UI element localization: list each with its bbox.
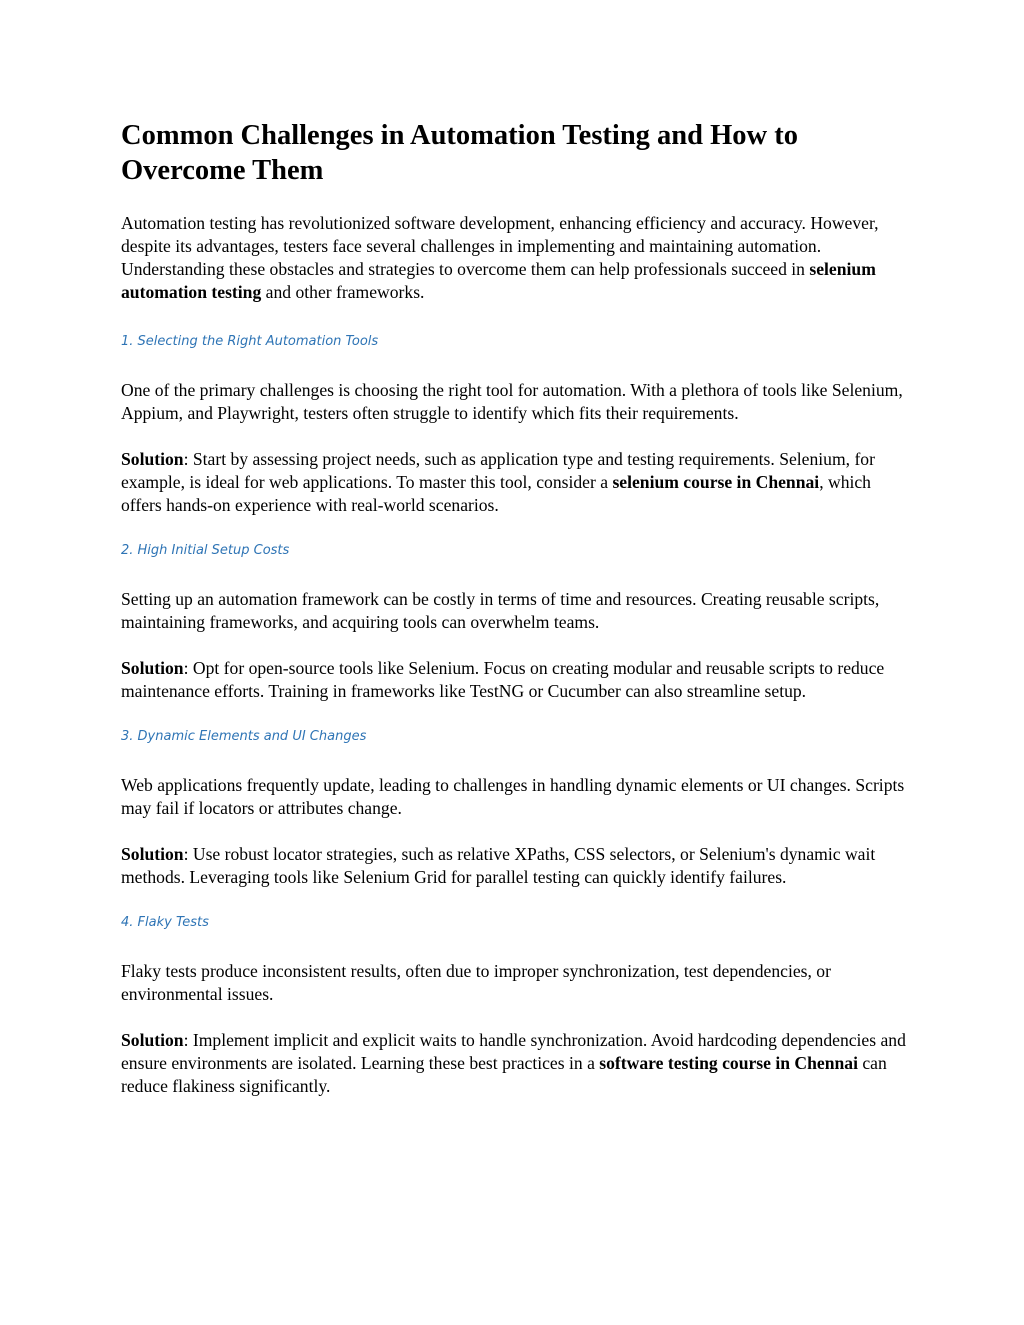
- intro-bold-text: selenium automation testing: [121, 259, 876, 302]
- section-1: [121, 332, 911, 517]
- section-heading: 3. Dynamic Elements and UI Changes: [121, 729, 367, 744]
- section-problem: Setting up an automation framework can be costly in terms of time and resources. Creating reusable scripts, maintaining frameworks, and acquiring tools can overwhelm teams.: [121, 589, 880, 632]
- solution-text-end: can reduce flakiness significantly.: [121, 1053, 887, 1096]
- solution-label: Solution: [121, 658, 184, 678]
- section-solution: [121, 448, 911, 517]
- intro-paragraph: [121, 212, 911, 304]
- document-page: [121, 118, 911, 1098]
- solution-label: Solution: [121, 449, 184, 469]
- solution-label: Solution: [121, 844, 184, 864]
- document-title: Common Challenges in Automation Testing and How to Overcome Them: [121, 120, 798, 186]
- solution-bold-text: selenium course in Chennai: [612, 472, 820, 492]
- intro-text-end: and other frameworks.: [261, 282, 425, 302]
- section-2: [121, 541, 911, 703]
- section-3: [121, 727, 911, 889]
- intro-text: Automation testing has revolutionized software development, enhancing efficiency and accuracy. However, despite its advantages, testers face several challenges in implementing and maintaining automation. Understanding these obstacles and strategies to overcome them can help professionals succeed in: [121, 213, 879, 279]
- section-heading: 4. Flaky Tests: [121, 915, 209, 930]
- section-solution: [121, 1029, 911, 1098]
- section-problem: One of the primary challenges is choosing the right tool for automation. With a plethora of tools like Selenium, Appium, and Playwright, testers often struggle to identify which fits their requirements.: [121, 380, 903, 423]
- section-problem: Flaky tests produce inconsistent results, often due to improper synchronization, test dependencies, or environmental issues.: [121, 961, 831, 1004]
- solution-label: Solution: [121, 1030, 184, 1050]
- section-solution: [121, 657, 911, 703]
- solution-text: : Start by assessing project needs, such as application type and testing requirements. Selenium, for example, is ideal for web applications. To master this tool, consider a: [121, 449, 875, 492]
- solution-text: : Use robust locator strategies, such as relative XPaths, CSS selectors, or Selenium's dynamic wait methods. Leveraging tools like Selenium Grid for parallel testing can quickly identify failures.: [121, 844, 876, 887]
- section-problem: Web applications frequently update, leading to challenges in handling dynamic elements or UI changes. Scripts may fail if locators or attributes change.: [121, 775, 905, 818]
- solution-text: : Opt for open-source tools like Selenium. Focus on creating modular and reusable scripts to reduce maintenance efforts. Training in frameworks like TestNG or Cucumber can also streamline setup.: [121, 658, 885, 701]
- section-4: [121, 913, 911, 1098]
- section-solution: [121, 843, 911, 889]
- section-heading: 2. High Initial Setup Costs: [121, 543, 290, 558]
- solution-bold-text: software testing course in Chennai: [599, 1053, 858, 1073]
- solution-text-end: , which offers hands-on experience with real-world scenarios.: [121, 472, 871, 515]
- solution-text: : Implement implicit and explicit waits to handle synchronization. Avoid hardcoding dependencies and ensure environments are isolated. Learning these best practices in a: [121, 1030, 906, 1073]
- section-heading: 1. Selecting the Right Automation Tools: [121, 334, 379, 349]
